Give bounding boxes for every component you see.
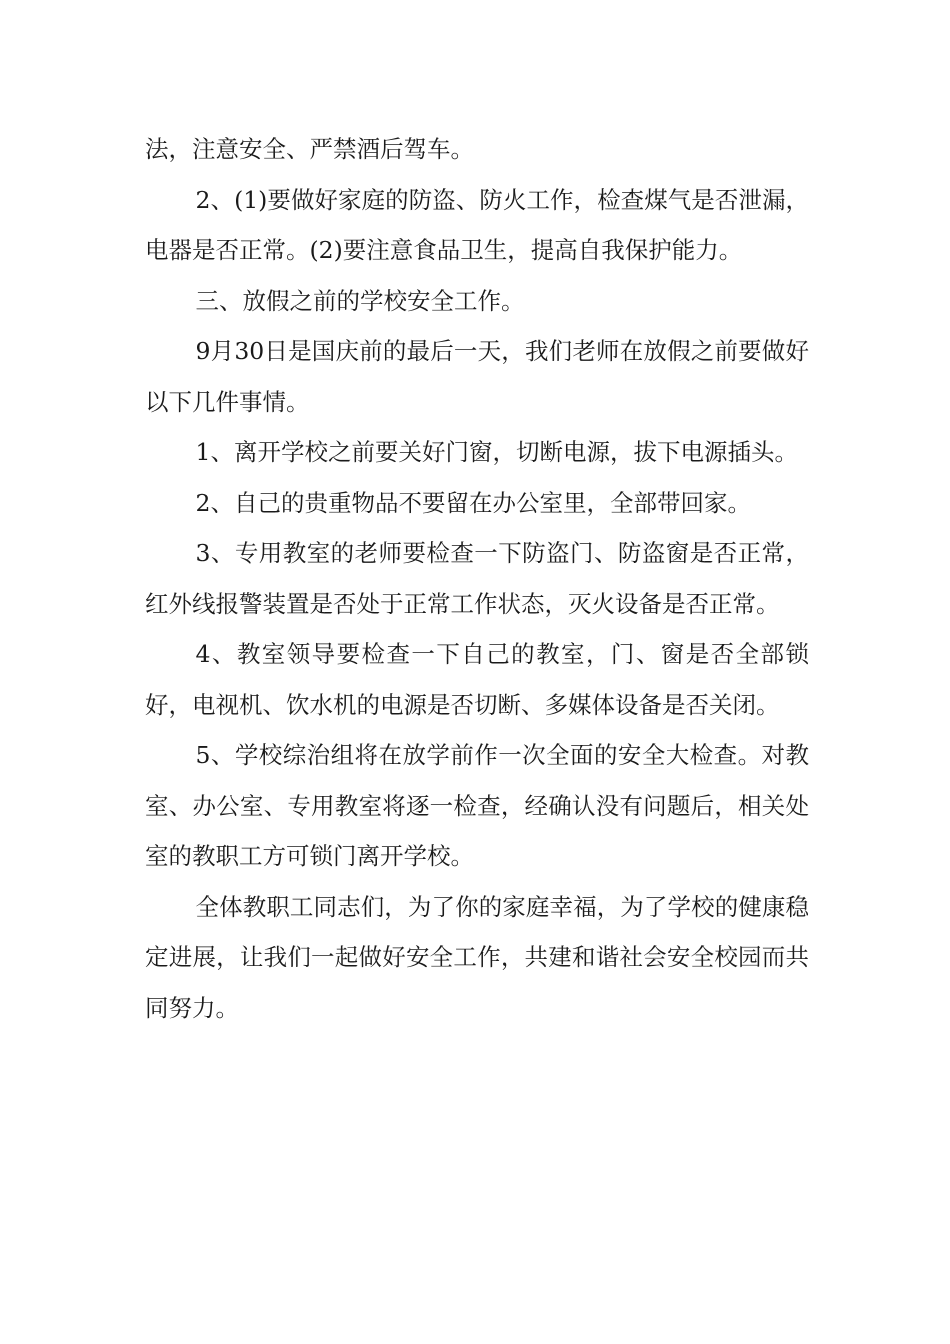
paragraph-item-1: 1、离开学校之前要关好门窗，切断电源，拔下电源插头。	[195, 438, 798, 466]
paragraph-item-4: 4、教室领导要检查一下自己的教室，门、窗是否全部锁好，电视机、饮水机的电源是否切断、多媒体设备是否关闭。	[145, 640, 809, 719]
paragraph-last-day: 9月30日是国庆前的最后一天，我们老师在放假之前要做好以下几件事情。	[145, 337, 809, 416]
document-body	[145, 124, 809, 1033]
paragraph-home-safety: 2、(1)要做好家庭的防盗、防火工作，检查煤气是否泄漏，电器是否正常。(2)要注意食品卫生，提高自我保护能力。	[145, 185, 809, 264]
paragraph-closing: 全体教职工同志们，为了你的家庭幸福，为了学校的健康稳定进展，让我们一起做好安全工作，共建和谐社会安全校园而共同努力。	[145, 892, 809, 1022]
paragraph-item-5: 5、学校综治组将在放学前作一次全面的安全大检查。对教室、办公室、专用教室将逐一检查，经确认没有问题后，相关处室的教职工方可锁门离开学校。	[145, 741, 809, 870]
paragraph-item-3: 3、专用教室的老师要检查一下防盗门、防盗窗是否正常，红外线报警装置是否处于正常工作状态，灭火设备是否正常。	[145, 539, 809, 618]
paragraph-continuation: 法，注意安全、严禁酒后驾车。	[145, 135, 474, 163]
section-heading-school-safety: 三、放假之前的学校安全工作。	[195, 286, 525, 315]
paragraph-item-2: 2、自己的贵重物品不要留在办公室里，全部带回家。	[195, 488, 751, 517]
